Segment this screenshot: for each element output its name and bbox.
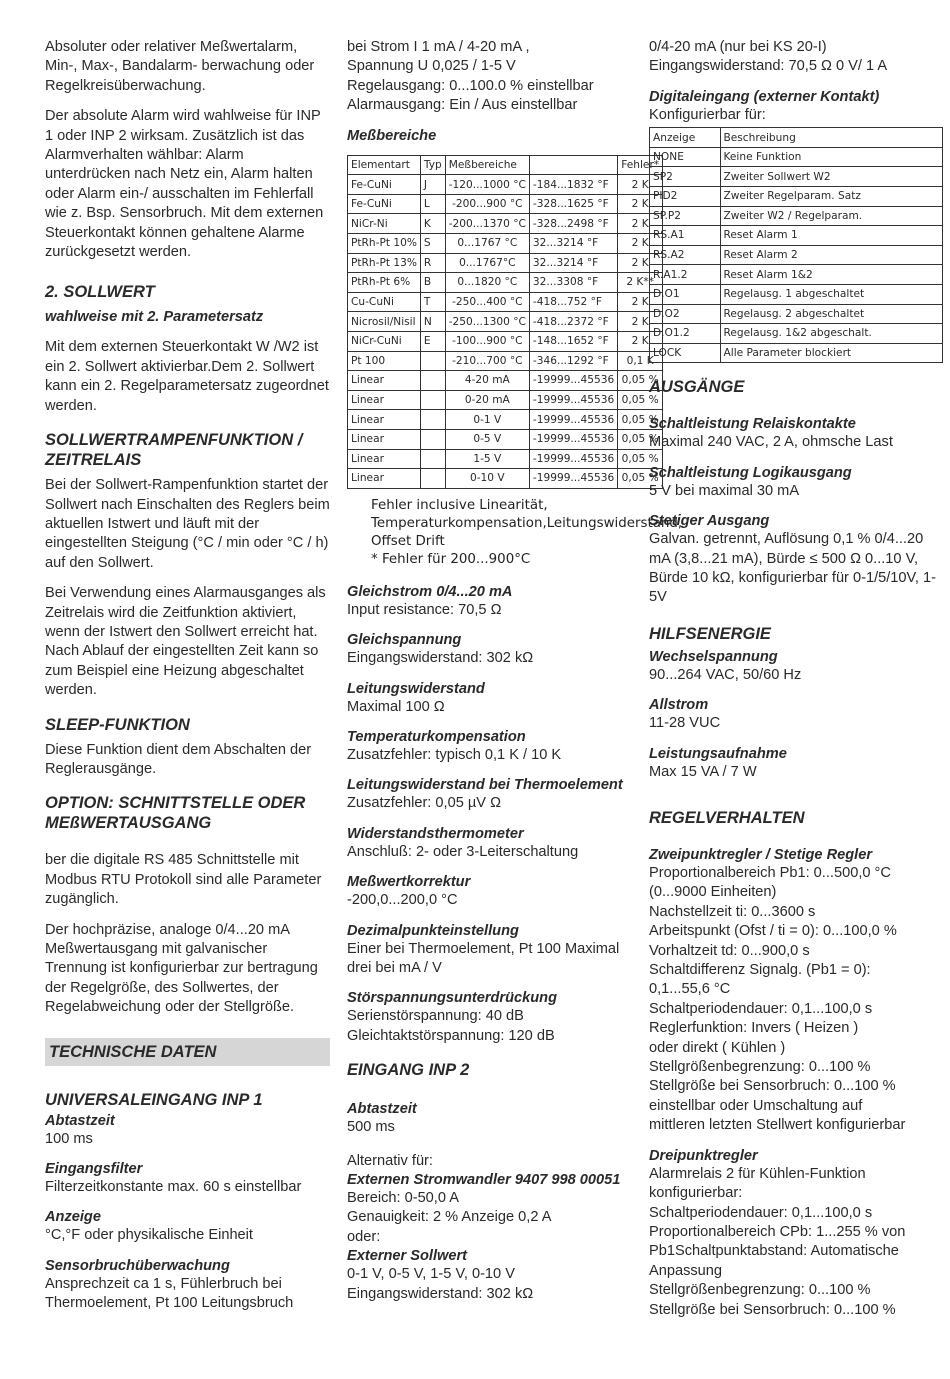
spec-title: Schaltleistung Relaiskontakte <box>649 416 856 433</box>
sollwert-text: Mit dem externen Steuerkontakt W /W2 ist ein 2. Sollwert aktivierbar.Dem 2. Sollwert kann ein 2. Regelparametersatz zugeordnet werden. <box>45 339 329 414</box>
table-cell <box>420 371 445 391</box>
table-cell: SP2 <box>650 167 721 187</box>
table-cell: 0,05 % <box>618 410 663 430</box>
heading-eingang-inp2: EINGANG INP 2 <box>347 1061 470 1080</box>
table-cell: -19999...45536 <box>529 410 617 430</box>
table-cell: PID2 <box>650 187 721 207</box>
spec-block <box>649 745 944 782</box>
table-cell: 1-5 V <box>445 449 529 469</box>
spec-value: 90...264 VAC, 50/60 Hz <box>649 666 802 683</box>
table-cell: R <box>420 253 445 273</box>
table-row <box>348 429 663 449</box>
spec-value: Einer bei Thermoelement, Pt 100 Maximal drei bei mA / V <box>347 940 620 976</box>
spec-title: Eingangsfilter <box>45 1161 143 1178</box>
table-row <box>650 265 943 285</box>
table-row <box>650 167 943 187</box>
spec-block <box>45 1160 330 1197</box>
messwertausgang-text: Der hochpräzise, analoge 0/4...20 mA Meßwertausgang mit galvanischer Trennung ist konfigurierbar zur bertragung der Regelgröße, des Sollwertes, der Regelabweichung oder der Stellgröße. <box>45 921 318 1016</box>
spec-block <box>347 873 637 910</box>
table-cell: 0-5 V <box>445 429 529 449</box>
table-cell: Linear <box>348 449 421 469</box>
table-cell: 32...3308 °F <box>529 273 617 293</box>
table-row <box>348 469 663 489</box>
table-cell: Nicrosil/Nisil <box>348 312 421 332</box>
table-cell: K <box>420 214 445 234</box>
stromwandler-accuracy: Genauigkeit: 2 % Anzeige 0,2 A <box>347 1209 552 1226</box>
heading-ausgaenge: AUSGÄNGE <box>649 378 745 397</box>
table-cell: J <box>420 175 445 195</box>
table-row <box>348 390 663 410</box>
stromwandler-title: Externen Stromwandler 9407 998 00051 <box>347 1172 621 1188</box>
table-cell: 0...1820 °C <box>445 273 529 293</box>
heading-sollwert: 2. SOLLWERT <box>45 283 155 302</box>
spec-value: 500 ms <box>347 1119 395 1136</box>
table-cell: Reset Alarm 1&2 <box>720 265 943 285</box>
table-cell: 32...3214 °F <box>529 253 617 273</box>
table-row <box>348 194 663 214</box>
alarm-detail-text: Der absolute Alarm wird wahlweise für INP 1 oder INP 2 wirksam. Zusätzlich ist das Alarmverhalten wählbar: Alarm unterdrücken nach Netz ein, Alarm halten oder Alarm ein-/ ausschalten im Fehlerfall wie z. Bsp. Sensorbruch. Mit dem externen Steuerkontakt können gehaltene Alarme zurückgesetzt werden. <box>45 108 324 261</box>
table-cell: E <box>420 331 445 351</box>
ausgaenge-specs <box>649 415 944 607</box>
spec-value: °C,°F oder physikalische Einheit <box>45 1227 253 1244</box>
oder-text: oder: <box>347 1228 381 1245</box>
zeitrelais-text: Bei Verwendung eines Alarmausganges als Zeitrelais wird die Zeitfunktion aktiviert, wenn der Istwert den Sollwert erreicht hat. Nach Ablauf der eingestellten Zeit kann so zum Beispiel eine Heizung abgeschaltet werden. <box>45 585 326 699</box>
table-row <box>348 312 663 332</box>
table-cell: 2 K <box>618 194 663 214</box>
fehler-footnote: * Fehler für 200...900°C <box>371 551 531 567</box>
spec-title: Schaltleistung Logikausgang <box>649 464 852 481</box>
spec-title: Anzeige <box>45 1209 101 1226</box>
spec-line: Schaltperiodendauer: 0,1...100,0 s <box>649 1000 873 1017</box>
table-cell: 2 K <box>618 234 663 254</box>
table-cell: 4-20 mA <box>445 371 529 391</box>
spec-line: Reglerfunktion: Invers ( Heizen ) <box>649 1020 859 1037</box>
table-cell <box>420 429 445 449</box>
spec-block <box>45 1257 330 1314</box>
spec-title: Leistungsaufnahme <box>649 745 787 762</box>
spec-line: Arbeitspunkt (Ofst / ti = 0): 0...100,0 % <box>649 923 897 940</box>
column-3 <box>649 38 944 1320</box>
spec-value: Max 15 VA / 7 W <box>649 763 757 780</box>
table-cell: L <box>420 194 445 214</box>
table-row <box>348 292 663 312</box>
fehler-note: Fehler inclusive Linearität, Temperaturkompensation,Leitungswiderstand, Offset Drift <box>371 497 683 549</box>
table-cell: Regelausg. 1&2 abgeschalt. <box>720 324 943 344</box>
table-cell: -210...700 °C <box>445 351 529 371</box>
table-row <box>348 214 663 234</box>
heading-messbereiche: Meßbereiche <box>347 127 437 144</box>
table-header-cell: Elementart <box>348 155 421 175</box>
table-cell: -328...1625 °F <box>529 194 617 214</box>
table-cell: -19999...45536 <box>529 449 617 469</box>
table-cell: Linear <box>348 410 421 430</box>
table-cell: 0...1767°C <box>445 253 529 273</box>
table-cell: 0,05 % <box>618 469 663 489</box>
spec-value: Ansprechzeit ca 1 s, Fühlerbruch bei Thermoelement, Pt 100 Leitungsbruch <box>45 1275 294 1312</box>
alternativ-text: Alternativ für: <box>347 1152 433 1169</box>
output-spec-lines <box>347 38 637 116</box>
spec-block <box>347 631 637 668</box>
dreipunktregler-title: Dreipunktregler <box>649 1147 758 1164</box>
table-header-row <box>650 128 943 148</box>
table-cell: 0,05 % <box>618 390 663 410</box>
spec-line: 0,1...55,6 °C <box>649 981 731 998</box>
table-cell: D.O2 <box>650 304 721 324</box>
spec-value: Zusatzfehler: 0,05 µV Ω <box>347 795 501 812</box>
table-cell: -200...1370 °C <box>445 214 529 234</box>
table-cell: Pt 100 <box>348 351 421 371</box>
table-cell: Cu-CuNi <box>348 292 421 312</box>
spec-block <box>347 583 637 620</box>
alarm-text: Absoluter oder relativer Meßwertalarm, Min-, Max-, Bandalarm- berwachung oder Regelkreisüberwachung. <box>45 39 315 94</box>
column-1 <box>45 38 330 1325</box>
spec-title: Wechselspannung <box>649 648 778 665</box>
table-row <box>348 234 663 254</box>
inp1-specs <box>45 1112 330 1314</box>
table-cell: 0-10 V <box>445 469 529 489</box>
table-cell: Fe-CuNi <box>348 175 421 195</box>
spec-value: Galvan. getrennt, Auflösung 0,1 % 0/4...20 mA (3,8...21 mA), Bürde ≤ 500 Ω 0...10 V, Bürde 10 kΩ, konfigurierbar für 0-1/5/10V, 1-5V <box>649 531 937 606</box>
dreipunktregler-specs <box>649 1165 944 1320</box>
table-row <box>348 351 663 371</box>
table-header-cell: Fehler* <box>618 155 663 175</box>
spec-line: mittleren letzten Stellwert konfigurierbar <box>649 1117 906 1134</box>
spec-block <box>649 415 944 452</box>
table-cell: 32...3214 °F <box>529 234 617 254</box>
table-cell: -200...900 °C <box>445 194 529 214</box>
table-cell: -250...400 °C <box>445 292 529 312</box>
spec-title: Abtastzeit <box>347 1101 417 1118</box>
inp1-more-specs <box>347 583 637 1046</box>
spec-title: Temperaturkompensation <box>347 728 526 745</box>
table-cell: B <box>420 273 445 293</box>
table-row <box>348 449 663 469</box>
spec-line: Pb1Schaltpunktabstand: Automatische <box>649 1243 899 1260</box>
table-header-cell: Anzeige <box>650 128 721 148</box>
table-row <box>650 324 943 344</box>
hilfsenergie-specs <box>649 648 944 782</box>
digitaleingang-text: Konfigurierbar für: <box>649 106 766 123</box>
spec-value: Maximal 240 VAC, 2 A, ohmsche Last <box>649 434 893 451</box>
spec-line: Spannung U 0,025 / 1-5 V <box>347 58 516 75</box>
table-cell: Alle Parameter blockiert <box>720 343 943 363</box>
spec-value: 100 ms <box>45 1130 93 1147</box>
table-cell: -100...900 °C <box>445 331 529 351</box>
stromwandler-range: Bereich: 0-50,0 A <box>347 1190 459 1206</box>
table-cell: -250...1300 °C <box>445 312 529 332</box>
spec-line: oder direkt ( Kühlen ) <box>649 1039 786 1056</box>
table-row <box>650 245 943 265</box>
rampe-text: Bei der Sollwert-Rampenfunktion startet der Sollwert nach Einschalten des Reglers beim aktuellen Istwert und läuft mit der eingestellten Steigung (°C / min oder °C / h) auf den Sollwert. <box>45 477 330 571</box>
table-cell: -418...2372 °F <box>529 312 617 332</box>
spec-block <box>649 464 944 501</box>
table-row <box>650 187 943 207</box>
spec-block <box>45 1112 330 1149</box>
table-cell: PtRh-Pt 10% <box>348 234 421 254</box>
table-row <box>348 273 663 293</box>
spec-line: Alarmrelais 2 für Kühlen-Funktion <box>649 1165 866 1182</box>
spec-value: Zusatzfehler: typisch 0,1 K / 10 K <box>347 746 562 763</box>
table-cell: -120...1000 °C <box>445 175 529 195</box>
spec-line: Schaltdifferenz Signalg. (Pb1 = 0): <box>649 962 871 979</box>
table-cell: 2 K** <box>618 273 663 293</box>
table-cell: 2 K <box>618 292 663 312</box>
spec-value: Eingangswiderstand: 302 kΩ <box>347 650 534 667</box>
table-cell: 0,05 % <box>618 449 663 469</box>
table-cell <box>420 351 445 371</box>
spec-line: Alarmausgang: Ein / Aus einstellbar <box>347 97 578 114</box>
table-cell: -19999...45536 <box>529 371 617 391</box>
spec-value: 11-28 VUC <box>649 715 721 732</box>
spec-block <box>347 922 637 979</box>
spec-title: Meßwertkorrektur <box>347 874 471 891</box>
table-cell: N <box>420 312 445 332</box>
table-row <box>650 206 943 226</box>
table-cell: -184...1832 °F <box>529 175 617 195</box>
spec-value: -200,0...200,0 °C <box>347 892 458 909</box>
spec-line: (0...9000 Einheiten) <box>649 884 777 901</box>
table-cell: T <box>420 292 445 312</box>
table-cell <box>420 390 445 410</box>
table-cell: -19999...45536 <box>529 429 617 449</box>
spec-block <box>649 648 944 685</box>
spec-title: Leitungswiderstand <box>347 680 485 697</box>
spec-title: Abtastzeit <box>45 1112 115 1129</box>
spec-title: Dezimalpunkteinstellung <box>347 922 519 939</box>
spec-line: konfigurierbar: <box>649 1185 743 1202</box>
spec-value: 5 V bei maximal 30 mA <box>649 482 800 499</box>
spec-line: Nachstellzeit ti: 0...3600 s <box>649 903 816 920</box>
table-cell: 2 K <box>618 214 663 234</box>
heading-regelverhalten: REGELVERHALTEN <box>649 809 805 827</box>
spec-value: Maximal 100 Ω <box>347 698 445 715</box>
spec-title: Störspannungsunterdrückung <box>347 990 557 1007</box>
table-row <box>348 175 663 195</box>
zweipunktregler-title: Zweipunktregler / Stetige Regler <box>649 847 873 863</box>
spec-value: Filterzeitkonstante max. 60 s einstellbar <box>45 1179 302 1196</box>
table-cell: -418...752 °F <box>529 292 617 312</box>
table-row <box>348 253 663 273</box>
table-cell: 0,05 % <box>618 429 663 449</box>
table-cell: -346...1292 °F <box>529 351 617 371</box>
table-cell <box>420 449 445 469</box>
spec-block <box>347 728 637 765</box>
table-cell: D.O1 <box>650 284 721 304</box>
spec-line: Stellgrößenbegrenzung: 0...100 % <box>649 1059 871 1076</box>
table-row <box>650 226 943 246</box>
spec-line: Stellgröße bei Sensorbruch: 0...100 % <box>649 1301 896 1318</box>
messbereiche-table <box>347 155 663 489</box>
table-cell: NONE <box>650 147 721 167</box>
table-cell <box>420 410 445 430</box>
spec-block <box>347 825 637 862</box>
table-cell: RS.A1 <box>650 226 721 246</box>
table-cell: 2 K <box>618 331 663 351</box>
spec-line: Proportionalbereich CPb: 1...255 % von <box>649 1223 906 1240</box>
table-cell: -148...1652 °F <box>529 331 617 351</box>
externer-sollwert-resistance: Eingangswiderstand: 302 kΩ <box>347 1285 534 1302</box>
table-cell: 0-20 mA <box>445 390 529 410</box>
table-cell: 2 K <box>618 175 663 195</box>
table-cell: Regelausg. 1 abgeschaltet <box>720 284 943 304</box>
table-header-cell: Typ <box>420 155 445 175</box>
table-cell: SP.P2 <box>650 206 721 226</box>
inp2-resistance: Eingangswiderstand: 70,5 Ω 0 V/ 1 A <box>649 58 888 75</box>
subheading-parametersatz: wahlweise mit 2. Parametersatz <box>45 309 264 326</box>
spec-value: Input resistance: 70,5 Ω <box>347 601 502 618</box>
spec-title: Sensorbruchüberwachung <box>45 1257 230 1274</box>
table-header-cell: Meßbereiche <box>445 155 529 175</box>
table-row <box>650 147 943 167</box>
table-row <box>348 410 663 430</box>
zweipunktregler-specs <box>649 864 944 1136</box>
heading-universaleingang: UNIVERSALEINGANG INP 1 <box>45 1090 263 1109</box>
spec-value: Anschluß: 2- oder 3-Leiterschaltung <box>347 843 579 860</box>
spec-line: Vorhaltzeit td: 0...900,0 s <box>649 942 810 959</box>
spec-block <box>45 1208 330 1245</box>
spec-block <box>347 989 637 1046</box>
table-cell: LOCK <box>650 343 721 363</box>
table-cell: Regelausg. 2 abgeschaltet <box>720 304 943 324</box>
table-cell <box>420 469 445 489</box>
table-header-cell: Beschreibung <box>720 128 943 148</box>
table-cell: Reset Alarm 2 <box>720 245 943 265</box>
table-cell: Reset Alarm 1 <box>720 226 943 246</box>
spec-block <box>649 696 944 733</box>
externer-sollwert-ranges: 0-1 V, 0-5 V, 1-5 V, 0-10 V <box>347 1266 515 1283</box>
table-cell: 0...1767 °C <box>445 234 529 254</box>
table-cell: -19999...45536 <box>529 390 617 410</box>
spec-line: Proportionalbereich Pb1: 0...500,0 °C <box>649 865 891 881</box>
table-cell: R.A1.2 <box>650 265 721 285</box>
table-cell: PtRh-Pt 13% <box>348 253 421 273</box>
heading-hilfsenergie: HILFSENERGIE <box>649 624 771 643</box>
heading-technische-daten: TECHNISCHE DATEN <box>45 1038 330 1066</box>
table-cell: PtRh-Pt 6% <box>348 273 421 293</box>
table-cell: Keine Funktion <box>720 147 943 167</box>
spec-block <box>649 512 944 608</box>
table-cell: 2 K <box>618 253 663 273</box>
heading-digitaleingang: Digitaleingang (externer Kontakt) <box>649 88 880 105</box>
heading-rampenfunktion: SOLLWERTRAMPENFUNKTION / ZEITRELAIS <box>45 431 303 470</box>
table-header-cell <box>529 155 617 175</box>
table-row <box>348 331 663 351</box>
table-cell: -19999...45536 <box>529 469 617 489</box>
table-cell: -328...2498 °F <box>529 214 617 234</box>
spec-line: Stellgrößenbegrenzung: 0...100 % <box>649 1282 871 1299</box>
spec-value: Serienstörspannung: 40 dB Gleichtaktstörspannung: 120 dB <box>347 1008 555 1044</box>
table-cell: NiCr-Ni <box>348 214 421 234</box>
table-cell: Zweiter W2 / Regelparam. <box>720 206 943 226</box>
spec-title: Leitungswiderstand bei Thermoelement <box>347 777 623 794</box>
spec-block <box>347 776 637 813</box>
sleep-text: Diese Funktion dient dem Abschalten der Reglerausgänge. <box>45 741 312 777</box>
heading-sleep: SLEEP-FUNKTION <box>45 715 190 734</box>
table-header-row <box>348 155 663 175</box>
spec-title: Gleichstrom 0/4...20 mA <box>347 583 513 600</box>
table-row <box>650 343 943 363</box>
spec-line: Schaltperiodendauer: 0,1...100,0 s <box>649 1204 873 1221</box>
inp2-current-range: 0/4-20 mA (nur bei KS 20-I) <box>649 39 827 55</box>
table-row <box>650 304 943 324</box>
externer-sollwert-title: Externer Sollwert <box>347 1248 468 1265</box>
table-cell: 0,1 K <box>618 351 663 371</box>
table-cell: S <box>420 234 445 254</box>
table-cell: 0,05 % <box>618 371 663 391</box>
spec-line: Anpassung <box>649 1262 723 1279</box>
schnittstelle-text: ber die digitale RS 485 Schnittstelle mit Modbus RTU Protokoll sind alle Parameter zugänglich. <box>45 852 322 908</box>
spec-line: Regelausgang: 0...100.0 % einstellbar <box>347 77 594 94</box>
table-cell: Zweiter Regelparam. Satz <box>720 187 943 207</box>
table-cell: 2 K <box>618 312 663 332</box>
spec-title: Stetiger Ausgang <box>649 513 770 530</box>
table-cell: Linear <box>348 371 421 391</box>
table-cell: 0-1 V <box>445 410 529 430</box>
table-cell: Fe-CuNi <box>348 194 421 214</box>
table-cell: Linear <box>348 390 421 410</box>
spec-title: Gleichspannung <box>347 632 462 649</box>
table-row <box>348 371 663 391</box>
table-cell: Zweiter Sollwert W2 <box>720 167 943 187</box>
table-cell: Linear <box>348 469 421 489</box>
table-cell: RS.A2 <box>650 245 721 265</box>
digitaleingang-table <box>649 127 943 363</box>
spec-title: Allstrom <box>649 697 709 714</box>
spec-line: Stellgröße bei Sensorbruch: 0...100 % <box>649 1078 896 1095</box>
table-cell: NiCr-CuNi <box>348 331 421 351</box>
heading-option: OPTION: SCHNITTSTELLE ODER MEßWERTAUSGANG <box>45 794 306 833</box>
spec-title: Widerstandsthermometer <box>347 825 524 842</box>
spec-line: einstellbar oder Umschaltung auf <box>649 1097 863 1114</box>
table-cell: Linear <box>348 429 421 449</box>
spec-block <box>347 680 637 717</box>
table-cell: D.O1.2 <box>650 324 721 344</box>
table-row <box>650 284 943 304</box>
spec-line: bei Strom I 1 mA / 4-20 mA , <box>347 39 530 55</box>
